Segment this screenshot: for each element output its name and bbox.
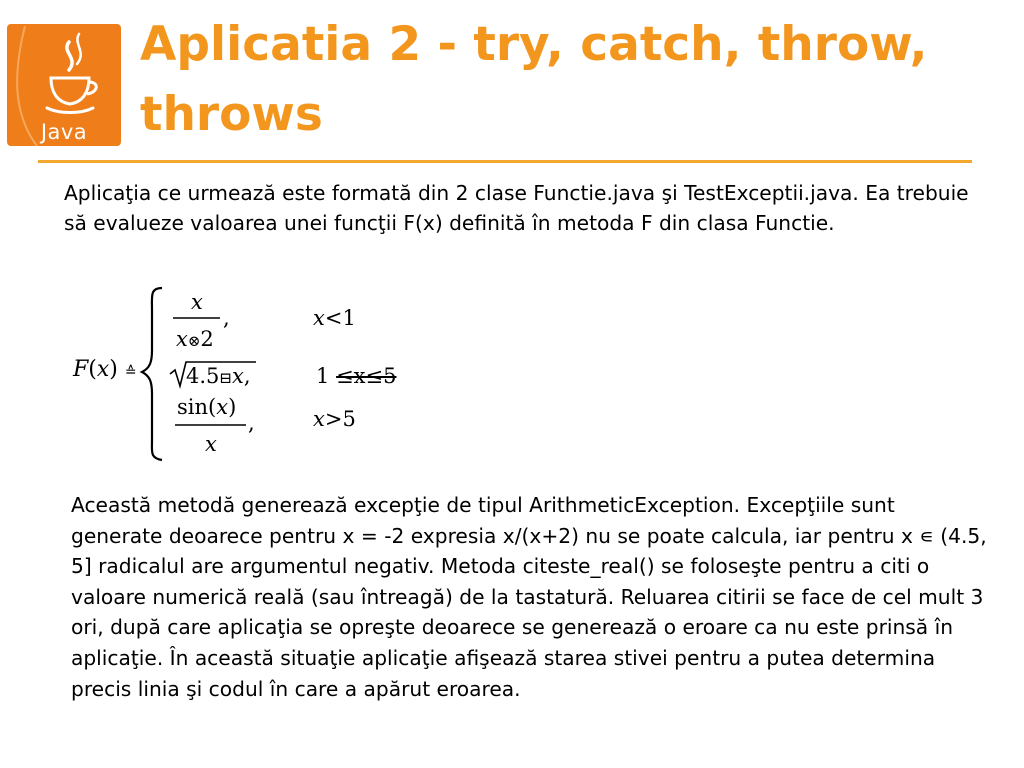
case2-radicand: 4.5⊟x, xyxy=(186,364,251,388)
case1-denominator: x⊗2 xyxy=(176,327,214,351)
formula-graphics xyxy=(0,280,1024,465)
java-logo-text: Java xyxy=(40,120,88,144)
slide-title: Aplicatia 2 - try, catch, throw, throws xyxy=(140,17,928,142)
formula-lhs: F(x) ≙ xyxy=(73,357,137,382)
intro-paragraph: Aplicaţia ce urmează este formată din 2 clase Functie.java şi TestExceptii.java. Ea trebuie să evalueze valoarea unei funcţii F(x) definită în metoda F din clasa Functie. xyxy=(64,181,969,235)
lhs-symbol: ≙ xyxy=(124,364,137,380)
body-paragraph: Această metodă generează excepţie de tipul ArithmeticException. Excepţiile sunt generate deoarece pentru x = -2 expresia x/(x+2) nu se poate calcula, iar pentru x ∊ (4.5, 5] radicalul are argumentul negativ. Metoda citeste_real() se foloseşte pentru a citi o valoare numerică reală (sau întreagă) de la tastatură. Reluarea citirii se face de cel mult 3 ori, după care aplicaţia se opreşte deoarece se generează o eroare ca nu este prinsă în aplicaţie. În această situaţie aplicaţie afişează starea stivei pentru a putea determina precis linia şi codul în care a apărut eroarea. xyxy=(71,493,987,701)
case2-condition: 1 ≤x≤5 xyxy=(316,364,397,388)
piecewise-brace xyxy=(142,288,162,460)
case1-condition: x<1 xyxy=(313,306,356,330)
title-divider xyxy=(38,160,972,163)
java-logo xyxy=(7,24,121,146)
lhs-x: x xyxy=(96,357,110,382)
case3-numerator: sin(x) xyxy=(177,395,237,419)
case1-numerator: x xyxy=(191,290,203,314)
lhs-f: F xyxy=(73,357,89,382)
case3-condition: x>5 xyxy=(313,407,356,431)
case3-denominator: x xyxy=(205,432,217,456)
case3-comma: , xyxy=(248,411,255,435)
case1-comma: , xyxy=(223,306,230,330)
